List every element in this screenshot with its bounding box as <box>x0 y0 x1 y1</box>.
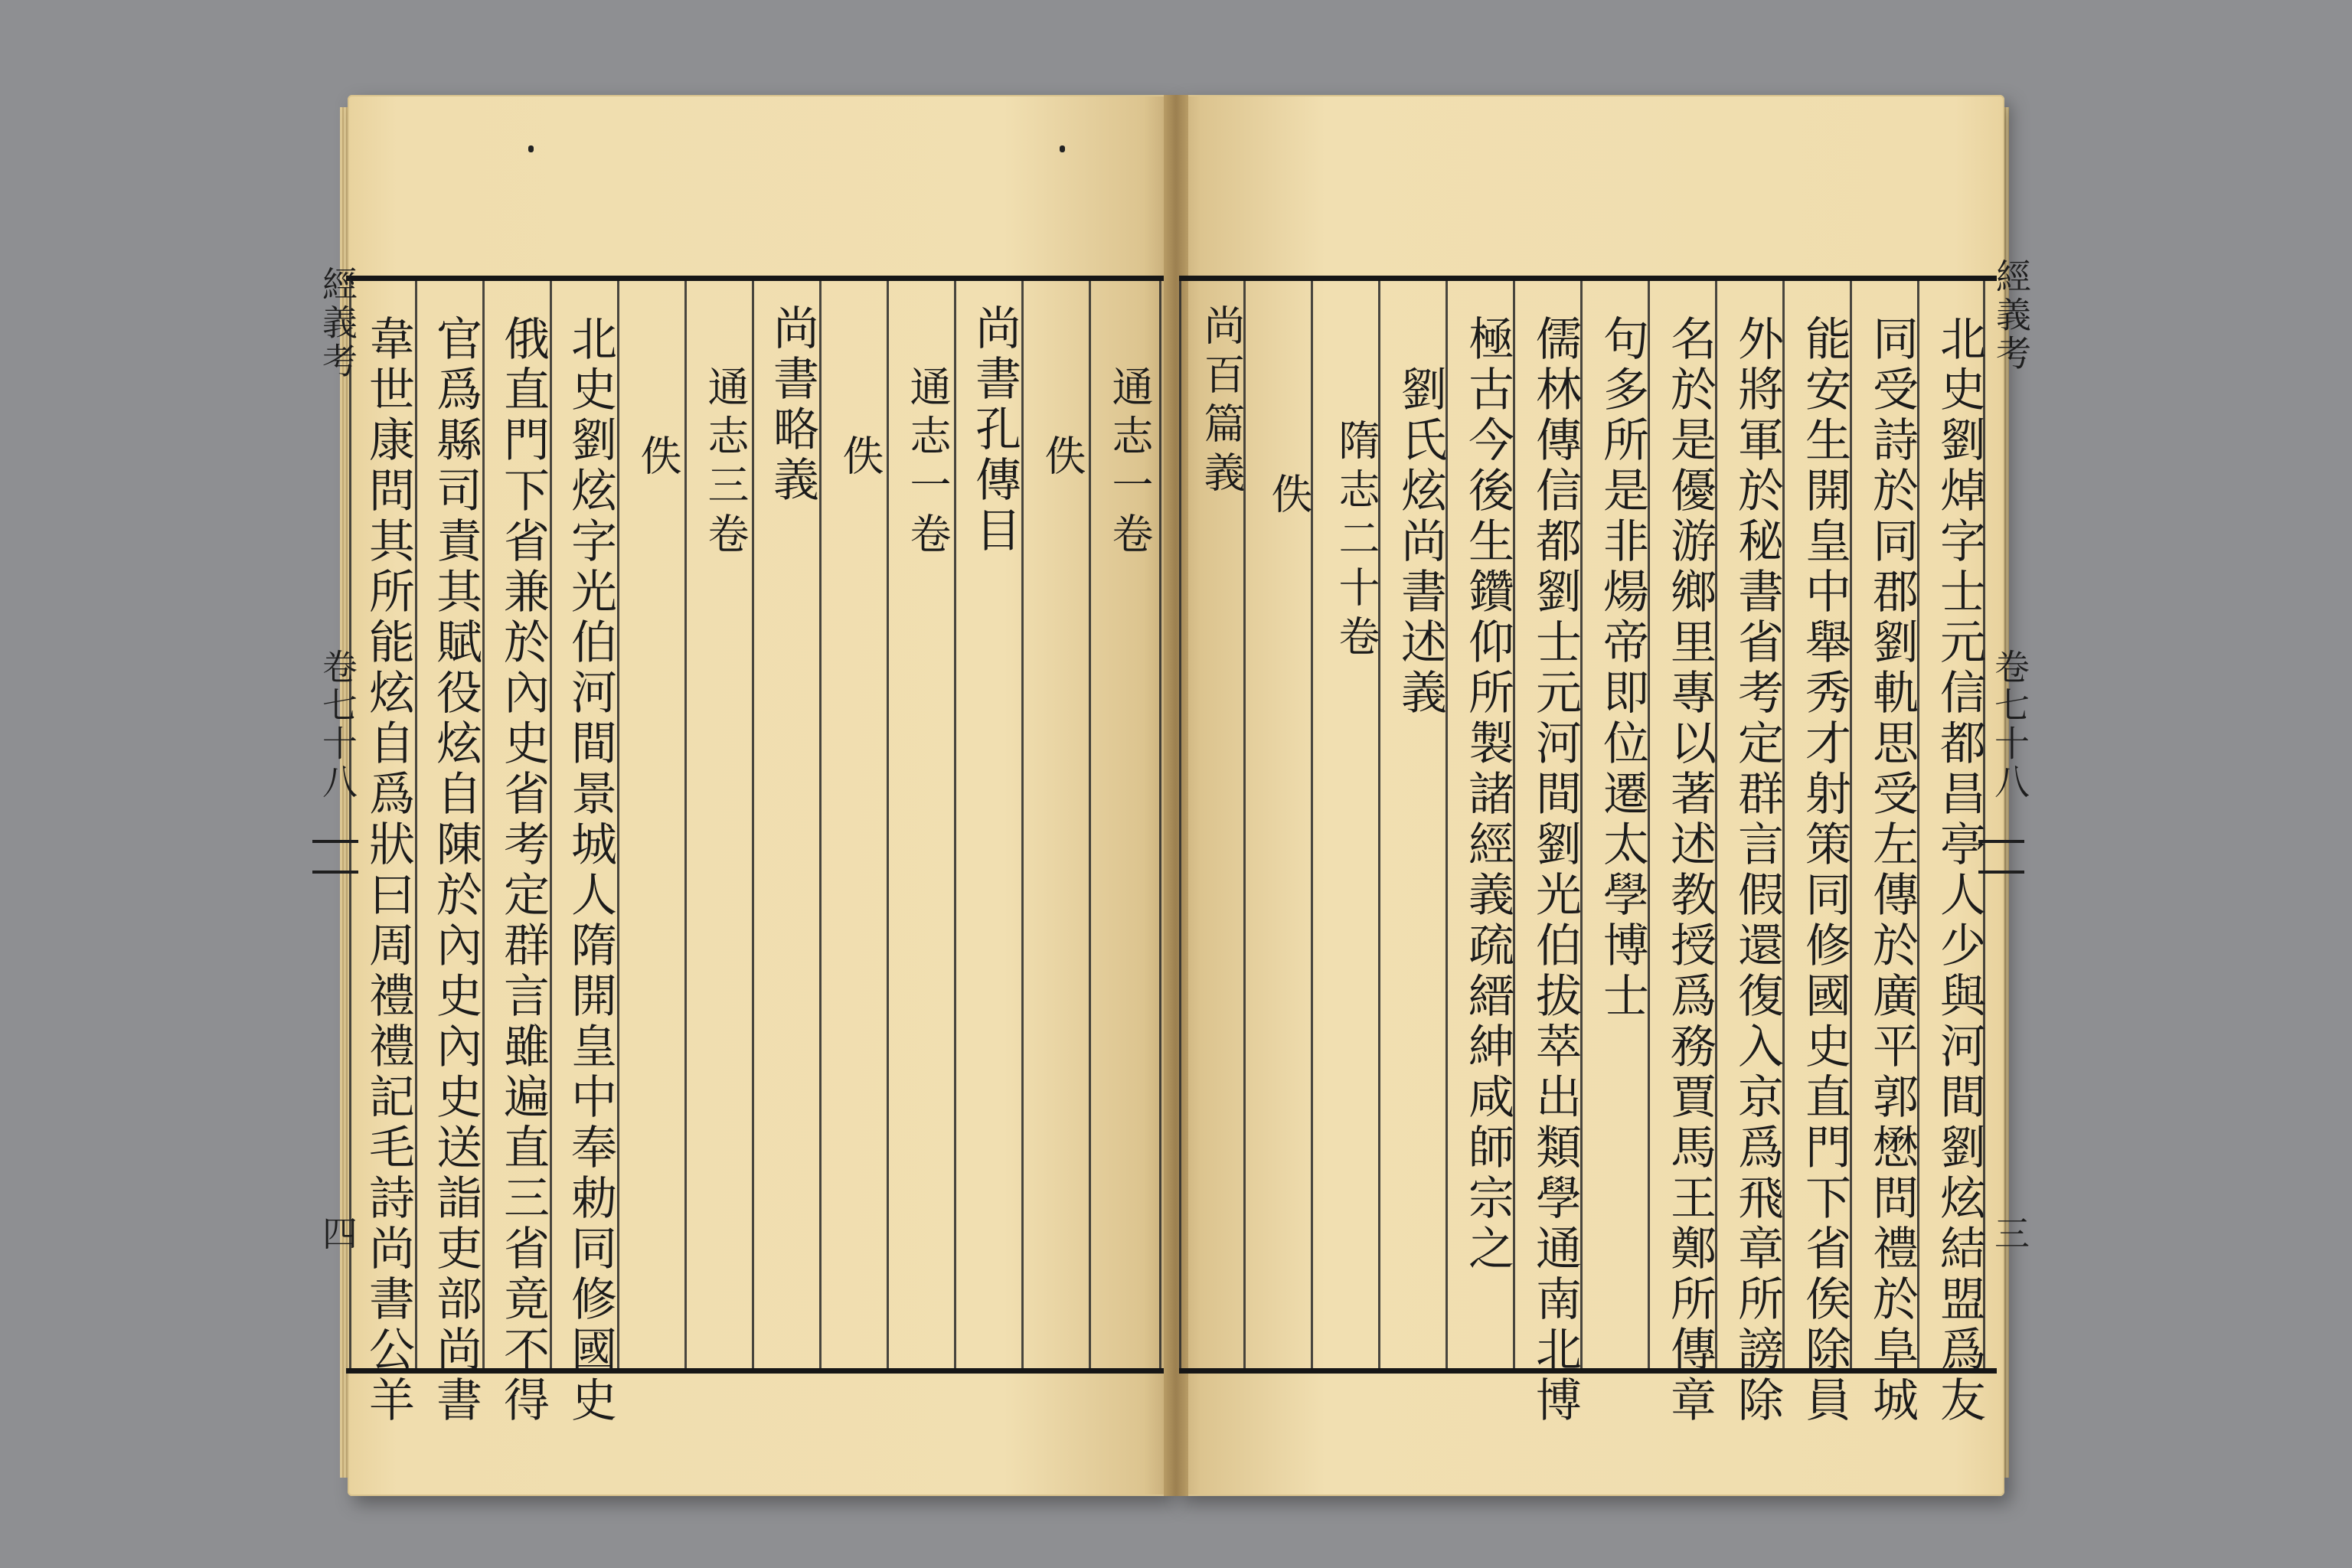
text-column: 儒林傳信都劉士元河間劉光伯拔萃出類學通南北博 <box>1528 315 1582 1426</box>
source-note: 通志三卷 <box>701 365 750 561</box>
right-page-text-frame <box>1179 258 2032 1426</box>
text-column: 句多所是非煬帝即位遷太學博士 <box>1596 315 1649 1022</box>
source-note: 通志一卷 <box>1106 365 1154 561</box>
status-note: 佚 <box>634 434 682 483</box>
text-column: 韋世康問其所能炫自爲狀曰周禮禮記毛詩尚書公羊 <box>361 315 415 1426</box>
margin-folio: 四 <box>317 1215 358 1253</box>
entry-title: 尚書略義 <box>766 304 819 506</box>
text-column: 北史劉焯字士元信都昌亭人少與河間劉炫結盟爲友 <box>1932 315 1986 1426</box>
margin-book-title: 經義考 <box>1991 258 2032 373</box>
text-column: 同受詩於同郡劉軌思受左傳於廣平郭懋問禮於阜城 <box>1865 315 1919 1426</box>
margin-juan: 卷七十八 <box>1989 648 2030 802</box>
entry-title: 尚書孔傳目 <box>968 304 1021 557</box>
status-note: 佚 <box>1038 434 1086 483</box>
text-column: 官爲縣司責其賦役炫自陳於內史內史送詣吏部尚書 <box>429 315 482 1426</box>
text-column: 外將軍於秘書省考定群言假還復入京爲飛章所謗除 <box>1730 315 1784 1426</box>
entry-title: 劉氏炫尚書述義 <box>1393 365 1447 719</box>
status-note: 佚 <box>1265 472 1313 521</box>
fold-mark <box>1978 840 2024 874</box>
column-rule <box>1159 281 1161 1368</box>
text-column: 極古今後生鑽仰所製諸經義疏縉紳咸師宗之 <box>1461 315 1514 1275</box>
margin-book-title: 經義考 <box>317 266 358 381</box>
text-column: 能安生開皇中舉秀才射策同修國史直門下省俟除員 <box>1798 315 1851 1426</box>
text-column: 名於是優游鄉里專以著述教授爲務賈馬王鄭所傳章 <box>1663 315 1717 1426</box>
ink-dot <box>1060 145 1065 152</box>
source-note: 通志一卷 <box>903 365 952 561</box>
source-note: 隋志二十卷 <box>1332 419 1380 664</box>
text-column: 俄直門下省兼於內史省考定群言雖遍直三省竟不得 <box>496 315 550 1426</box>
ink-dot <box>528 145 534 152</box>
column-rule <box>1179 281 1181 1368</box>
column-rule <box>1311 281 1313 1368</box>
fold-mark <box>312 840 358 874</box>
text-column: 北史劉炫字光伯河間景城人隋開皇中奉勅同修國史 <box>564 315 617 1426</box>
status-note: 佚 <box>836 434 884 483</box>
left-page-text-frame <box>317 266 1164 1426</box>
column-rule <box>349 281 351 1368</box>
margin-folio: 三 <box>1989 1215 2030 1253</box>
margin-juan: 卷七十八 <box>317 648 358 802</box>
entry-title: 尚百篇義 <box>1197 304 1246 500</box>
